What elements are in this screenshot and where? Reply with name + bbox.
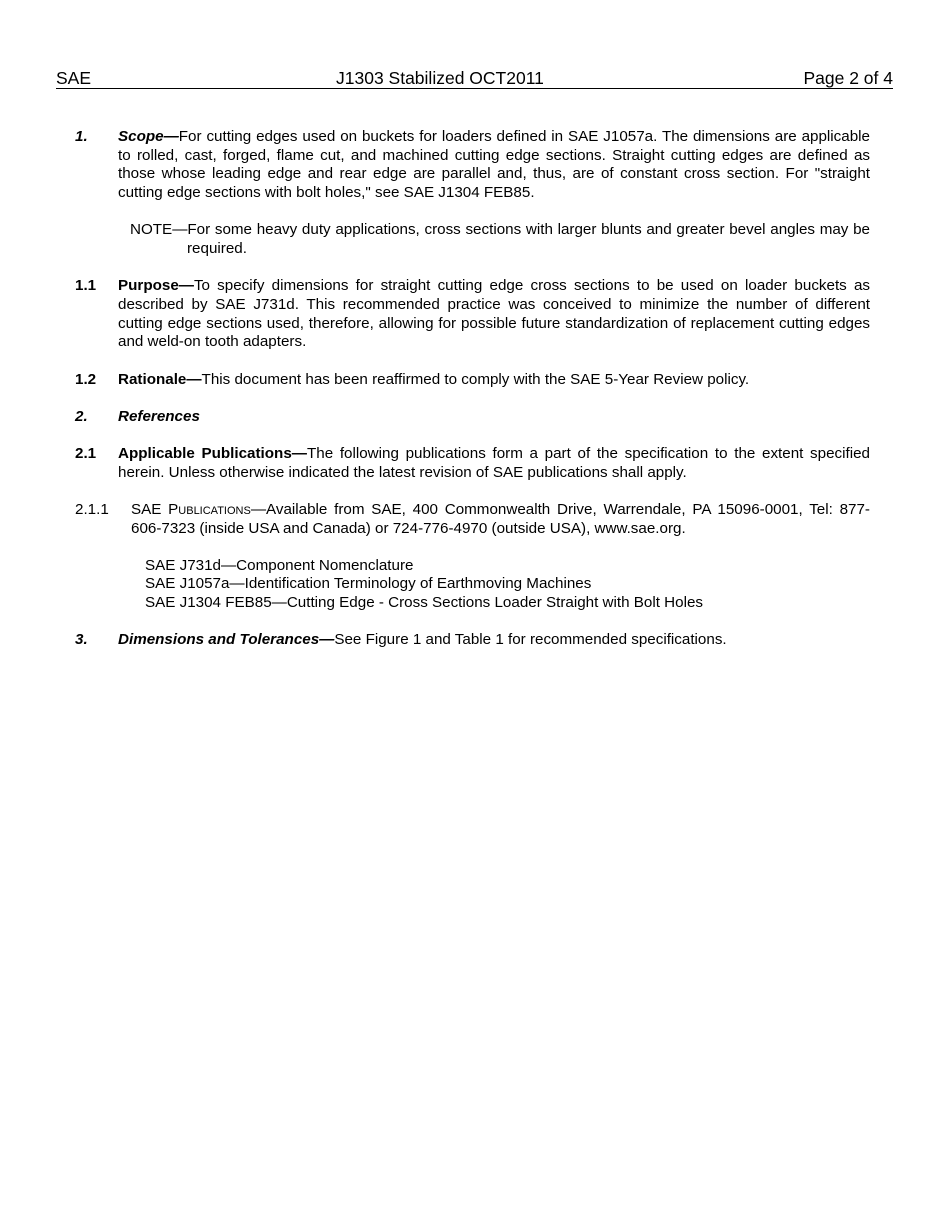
- section-number: 1.2: [75, 370, 97, 388]
- header-org: SAE: [56, 68, 92, 88]
- section-purpose: [75, 277, 870, 352]
- section-number: 3.: [75, 631, 88, 649]
- section-text: The following publications form a part of the specification to the extent specified herein. Unless otherwise indicated the latest revision of SAE publications shall apply.: [118, 444, 870, 481]
- section-rationale: [75, 371, 870, 390]
- reference-item: SAE J731d—Component Nomenclature: [145, 556, 414, 574]
- section-heading: Scope—: [118, 128, 179, 145]
- note-paragraph: NOTE—For some heavy duty applications, cross sections with larger blunts and greater bevel angles may be required.: [130, 221, 870, 258]
- section-dimensions: [75, 631, 870, 650]
- section-scope: [75, 128, 870, 203]
- section-applicable-publications: [75, 445, 870, 482]
- section-sae-publications: [75, 501, 870, 538]
- section-heading: Applicable Publications—: [118, 444, 307, 462]
- page-header: [56, 68, 893, 89]
- section-number: 1.: [75, 128, 88, 145]
- section-number: 2.1.1: [75, 500, 109, 518]
- section-heading: Dimensions and Tolerances—: [118, 631, 335, 649]
- section-references: [75, 408, 870, 427]
- section-heading: SAE Publications: [131, 500, 251, 518]
- section-text: See Figure 1 and Table 1 for recommended specifications.: [334, 631, 727, 649]
- header-page-number: Page 2 of 4: [803, 68, 893, 88]
- section-heading: Purpose—: [118, 277, 194, 295]
- section-text: —Available from SAE, 400 Commonwealth Drive, Warrendale, PA 15096-0001, Tel: 877-606-7323 (inside USA and Canada) or 724-776-4970 (outside USA), www.sae.org.: [131, 500, 870, 537]
- header-document-id: J1303 Stabilized OCT2011: [336, 68, 544, 88]
- section-heading: References: [118, 407, 200, 425]
- section-text: This document has been reaffirmed to comply with the SAE 5-Year Review policy.: [201, 370, 750, 388]
- section-text: To specify dimensions for straight cutting edge cross sections to be used on loader buckets as described by SAE J731d. This recommended practice was conceived to minimize the number of different cutting edge sections used, therefore, allowing for possible future standardization of replacement cutting edges and weld-on tooth adapters.: [118, 277, 870, 351]
- section-text: For cutting edges used on buckets for loaders defined in SAE J1057a. The dimensions are applicable to rolled, cast, forged, flame cut, and machined cutting edge sections. Straight cutting edges are defined as those whose leading edge and rear edge are parallel and, thus, are of constant cross section. For "straight cutting edge sections with bolt holes," see SAE J1304 FEB85.: [118, 128, 870, 202]
- reference-item: SAE J1304 FEB85—Cutting Edge - Cross Sections Loader Straight with Bolt Holes: [145, 594, 703, 612]
- reference-item: SAE J1057a—Identification Terminology of Earthmoving Machines: [145, 575, 592, 593]
- section-number: 2.: [75, 407, 88, 425]
- reference-list: [145, 557, 870, 613]
- section-number: 1.1: [75, 277, 97, 295]
- section-heading: Rationale—: [118, 370, 202, 388]
- document-body: [75, 128, 870, 669]
- section-number: 2.1: [75, 444, 97, 462]
